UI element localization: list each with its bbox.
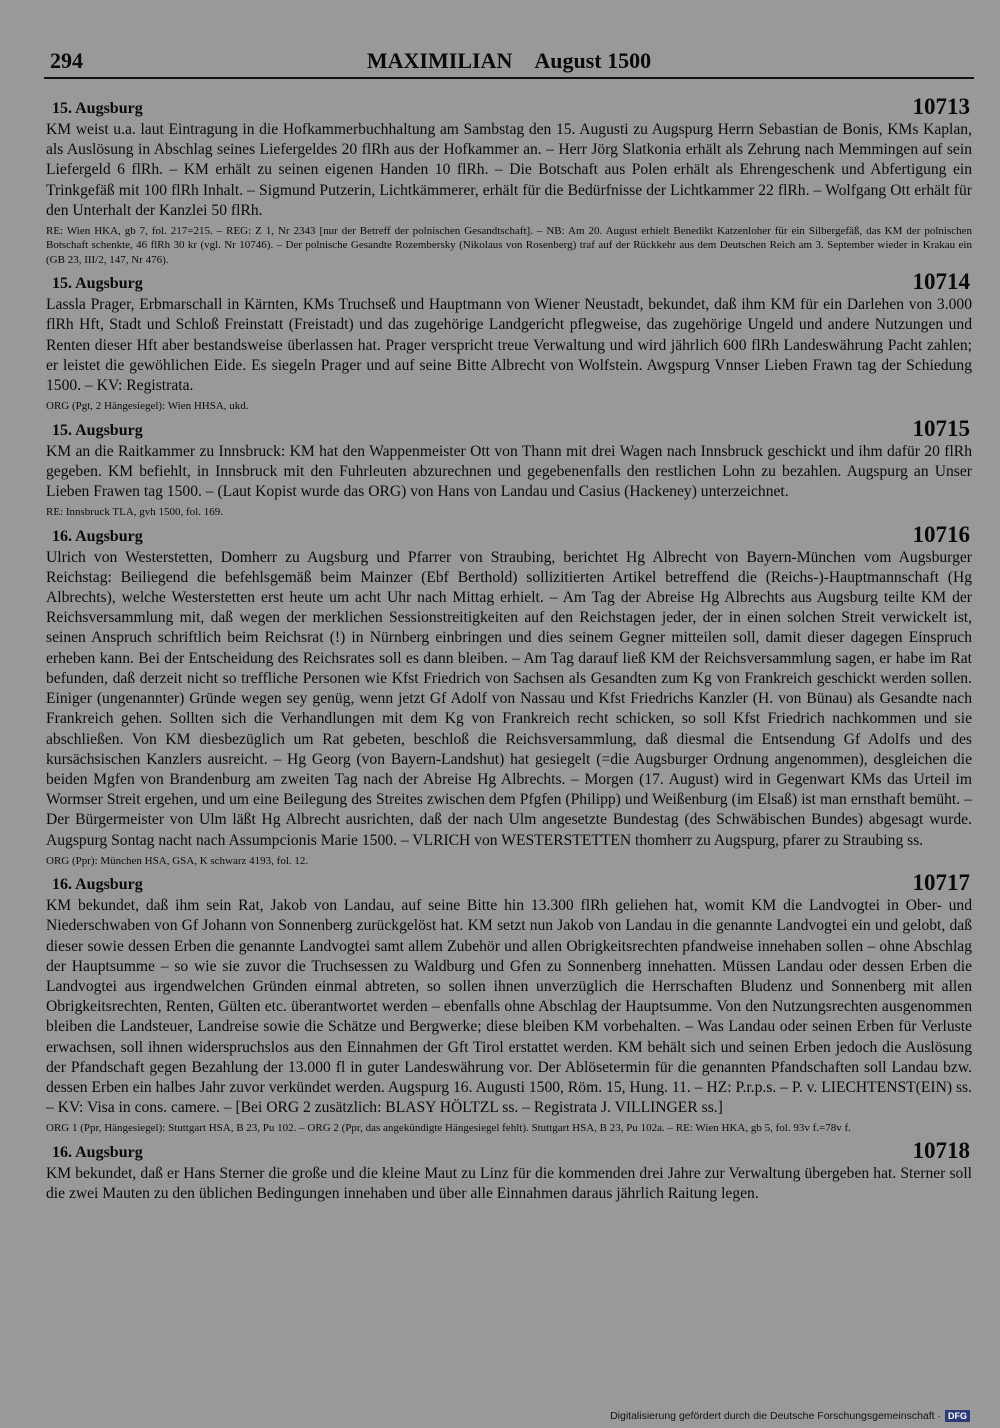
entry-number: 10718	[912, 1137, 970, 1163]
entry-date: 16. Augsburg	[52, 1143, 143, 1161]
entry-source-note: ORG 1 (Ppr, Hängesiegel): Stuttgart HSA, B 23, Pu 102. – ORG 2 (Ppr, das angekündigte Hängesiegel fehlt). Stuttgart HSA, B 23, Pu 102a. – RE: Wien HKA, gb 5, fol. 93v f.=78v f.	[46, 1122, 851, 1135]
entry-date: 15. Augsburg	[52, 421, 143, 439]
title-main: MAXIMILIAN	[366, 48, 513, 73]
entry-10718	[46, 1137, 972, 1204]
digitization-credit	[610, 1410, 970, 1422]
entry-date: 16. Augsburg	[52, 876, 143, 894]
running-title	[44, 48, 974, 74]
entry-text: Lassla Prager, Erbmarschall in Kärnten, KMs Truchseß und Hauptmann von Wiener Neustadt, bekundet, daß ihm KM für ein Darlehen von 3.000 flRh Hft, Stadt und Schloß Freinstatt (Freistadt) und das zugehörige Landgericht pflegweise, das zugehörige Ungeld und andere Nutzungen und Renten dieser Hft aber bestandsweise überlassen hat. Prager verspricht treue Verwaltung und wird jährlich 600 flRh Landeswährung Pacht zahlen; er leistet die gewöhlichen Eide. Es siegeln Prager und auf seine Bitte Albrecht von Wolfstein. Awgspurg Vnnser Lieben Frawn tag der Schiedung 1500. – KV: Registrata.	[46, 296, 972, 395]
entry-date: 16. Augsburg	[52, 527, 143, 545]
header-rule	[44, 77, 974, 79]
entry-10714	[46, 269, 972, 413]
entry-10716	[46, 521, 972, 868]
entry-10717	[46, 870, 972, 1136]
title-date: August 1500	[534, 48, 652, 73]
entry-source-note: ORG (Pgt, 2 Hängesiegel): Wien HHSA, ukd.	[46, 400, 249, 413]
entry-date: 15. Augsburg	[52, 100, 143, 117]
credit-text: Digitalisierung gefördert durch die Deutsche Forschungsgemeinschaft ·	[610, 1410, 941, 1422]
entries-column	[46, 94, 972, 1210]
entry-source-note: ORG (Ppr): München HSA, GSA, K schwarz 4193, fol. 12.	[46, 854, 309, 867]
entry-text: KM an die Raitkammer zu Innsbruck: KM hat den Wappenmeister Ott von Thann mit drei Wagen nach Innsbruck geschickt und ihm dafür 20 flRh gegeben. KM befiehlt, in Innsbruck mit den Fuhrleuten abzurechnen und gegebenenfalls den restlichen Lohn zu bezahlen. Augspurg an Unser Lieben Frawen tag 1500. – (Laut Kopist wurde das ORG) von Hans von Landau und Casius (Hackeney) unterzeichnet.	[46, 442, 972, 501]
entry-text: Ulrich von Westerstetten, Domherr zu Augsburg und Pfarrer von Straubing, berichtet Hg Albrecht von Bayern-München vom Augsburger Reichstag: Beiliegend die befehlsgemäß beim Mainzer (Ebf Berthold) sollizitierten Artikel betreffend die (Reichs-)-Hauptmannschaft (Hg Albrechts), welche Westerstetten erst heute um acht Uhr nach Mittag erhielt. – Am Tag der Abreise Hg Albrechts aus Augsburg teilte KM der Reichsversammlung mit, daß wegen der merklichen Sessionstreitigkeiten auf den Reichstagen jeder, der in einen solchen Streit verwickelt ist, seinen Anspruch schriftlich beim Reichsrat (!) in Nürnberg einbringen und dies seinem Gegner mitteilen soll, damit dieser dagegen Einspruch erheben kann. Bei der Entscheidung des Reichsrates soll es dann bleiben. – Am Tag darauf ließ KM der Reichsversammlung sagen, er habe im Rat befunden, daß derzeit nicht so treffliche Personen wie Kfst Friedrich von Sachsen als Gesandten zum Kg von Frankreich geschickt werden sollen. Einiger (ungenannter) Gründe wegen sey genüg, wenn jetzt Gf Adolf von Nassau und Kfst Friedrichs Kanzler (H. von Bünau) als Gesandte nach Frankreich gehen. Sollten sich die Verhandlungen mit dem Kg von Frankreich recht schicken, so soll Kfst Friedrich nachkommen und sie abschließen. Von KM diesbezüglich um Rat gebeten, beschloß die Reichsversammlung, daß diesmal die Entsendung Gf Adolfs und des kursächsischen Kanzlers ausreicht. – Hg Georg (von Bayern-Landshut) hat gesiegelt (=die Augsburger Ordnung angenommen), desgleichen die beiden Mgfen von Brandenburg am zweiten Tag nach der Abreise Hg Albrechts. – Morgen (17. August) wird in Gegenwart KMs das Urteil im Wormser Streit ergehen, und um eine Beilegung des Streites zwischen dem Pfgfen (Philipp) und Weißenburg (im Elsaß) ist man ernsthaft bemüht. – Der Bürgermeister von Ulm läßt Hg Albrecht ausrichten, daß der nach Ulm angesetzte Bundestag (des Schwäbischen Bundes) abgesagt wurde. Augspurg Sontag nacht nach Assumpcionis Marie 1500. – VLRICH von WESTERSTETTEN thomherr zu Augspurg, pfarer zu Straubing ss.	[46, 548, 972, 849]
entry-source-note: RE: Wien HKA, gb 7, fol. 217=215. – REG: Z 1, Nr 2343 [nur der Betreff der polnischen Gesandtschaft]. – NB: Am 20. August erhielt Benedikt Katzenloher für ein Silbergefäß, das KM der polnischen Botschaft schenkte, 46 flRh 30 kr (vgl. Nr 10746). – Der polnische Gesandte Rozembersky (Nikolaus von Rosenberg) traf auf der Rückkehr aus dem Deutschen Reich am 3. September wieder in Krakau ein (GB 23, III/2, 147, Nr 476).	[46, 225, 972, 266]
entry-date: 15. Augsburg	[52, 275, 143, 293]
entry-number: 10715	[912, 415, 970, 441]
entry-text: KM weist u.a. laut Eintragung in die Hofkammerbuchhaltung am Sambstag den 15. Augusti zu Augspurg Herrn Sebastian de Bonis, KMs Kaplan, als Auslösung in Abschlag seines Liefergeldes 20 flRh aus der Hofkammer an. – Herr Jörg Slatkonia erhält als Zehrung nach Memmingen auf sein Liefergeld 6 flRh. – KM erhält zu seinen eigenen Handen 10 flRh. – Die Botschaft aus Polen erhält als Ehrengeschenk und Abfertigung ein Trinkgefäß mit 100 flRh Inhalt. – Sigmund Putzerin, Lichtkämmerer, erhält für die Bedürfnisse der Lichtkammer 22 flRh. – Wolfgang Ott erhält für den Unterhalt der Kanzlei 50 flRh.	[46, 121, 972, 219]
dfg-logo: DFG	[945, 1410, 970, 1422]
entry-number: 10716	[912, 521, 970, 547]
running-header	[44, 44, 974, 78]
entry-text: KM bekundet, daß er Hans Sterner die große und die kleine Maut zu Linz für die kommenden drei Jahre zur Verwaltung übergeben hat. Sterner soll die zwei Mauten zu den üblichen Bedingungen innehaben und über alle Einnahmen daraus jährlich Raitung legen.	[46, 1164, 972, 1202]
entry-text: KM bekundet, daß ihm sein Rat, Jakob von Landau, auf seine Bitte hin 13.300 flRh geliehen hat, womit KM die Landvogtei in Ober- und Niederschwaben von Gf Johann von Sonnenberg zurückgelöst hat. KM setzt nun Jakob von Landau in die genannte Landvogtei ein und gelobt, daß dieser sowie dessen Erben die genannte Landvogtei samt allem Zubehör und allen Obrigkeitsrechten pfandweise innehaben sollen – ohne Abschlag der Hauptsumme – so wie sie zuvor die Truchsessen zu Waldburg und Gfen zu Sonnenberg innehatten. Müssen Landau oder dessen Erben die Landvogtei aus irgendwelchen Gründen einmal abtreten, so sollen ihnen unverzüglich die Herrschaften Bludenz und Sonnenberg mit allen Obrigkeitsrechten, Renten, Gülten etc. überantwortet werden – ebenfalls ohne Abschlag der Hauptsumme. Von den Nutzungsrechten ausgenommen bleiben die Landsteuer, Landreise sowie die Schätze und Bergwerke; diese bleiben KM vorbehalten. – Was Landau oder seinen Erben für Verluste erwachsen, soll ihnen widerspruchslos aus den Einnahmen der Gft Tirol erstattet werden. KM behält sich und seinen Erben jedoch die Auslösung der Pfandschaft gegen Bezahlung der 13.000 fl in guter Landeswährung vor. Der Ablösetermin für die genannten Pfandschaften soll Landau bzw. dessen Erben ein halbes Jahr zuvor verkündet werden. Augspurg 16. Augusti 1500, Röm. 15, Hung. 11. – HZ: P.r.p.s. – P. v. LIECHTENST(EIN) ss. – KV: Visa in cons. camere. – [Bei ORG 2 zusätzlich: BLASY HÖLTZL ss. – Registrata J. VILLINGER ss.]	[46, 897, 972, 1117]
entry-number: 10714	[912, 269, 970, 295]
page-number: 294	[50, 48, 83, 73]
entry-number: 10713	[912, 94, 970, 119]
entry-source-note: RE: Innsbruck TLA, gvh 1500, fol. 169.	[46, 506, 224, 519]
entry-10713	[46, 94, 972, 267]
entry-number: 10717	[912, 870, 970, 896]
entry-10715	[46, 415, 972, 520]
